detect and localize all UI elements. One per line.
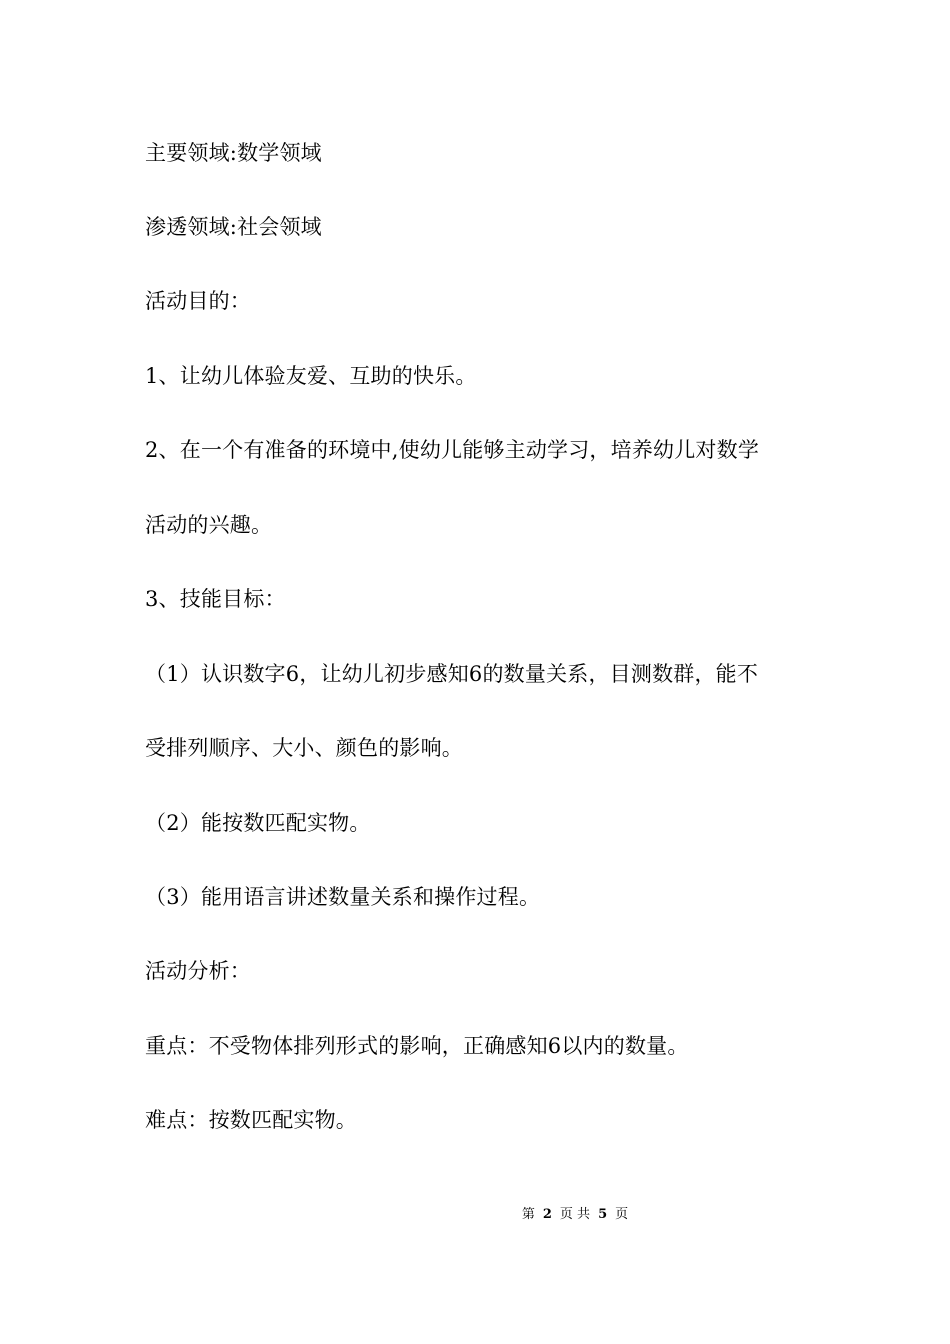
footer-suffix: 页 (615, 1207, 629, 1222)
text-line: 1、让幼儿体验友爱、互助的快乐。 (145, 364, 477, 388)
total-pages-number: 5 (598, 1207, 608, 1222)
current-page-number: 2 (542, 1207, 552, 1222)
text-line: 活动的兴趣。 (145, 513, 273, 537)
text-line: （1）认识数字6，让幼儿初步感知6的数量关系，目测数群，能不 (145, 662, 759, 686)
footer-prefix: 第 (521, 1207, 535, 1222)
page-footer (0, 1206, 950, 1224)
text-line: （2）能按数匹配实物。 (145, 811, 371, 835)
text-line: 重点：不受物体排列形式的影响，正确感知6以内的数量。 (145, 1034, 689, 1058)
section-heading: 3、技能目标： (145, 587, 286, 611)
text-line: 难点：按数匹配实物。 (145, 1108, 357, 1132)
text-line: 渗透领域:社会领域 (145, 215, 322, 239)
text-line: （3）能用语言讲述数量关系和操作过程。 (145, 885, 541, 909)
section-heading: 活动目的： (145, 289, 251, 313)
text-line: 主要领域:数学领域 (145, 141, 322, 165)
text-line: 2、在一个有准备的环境中,使幼儿能够主动学习，培养幼儿对数学 (145, 438, 760, 462)
footer-middle: 页 共 (559, 1207, 591, 1222)
text-line: 受排列顺序、大小、颜色的影响。 (145, 736, 463, 760)
section-heading: 活动分析： (145, 959, 251, 983)
